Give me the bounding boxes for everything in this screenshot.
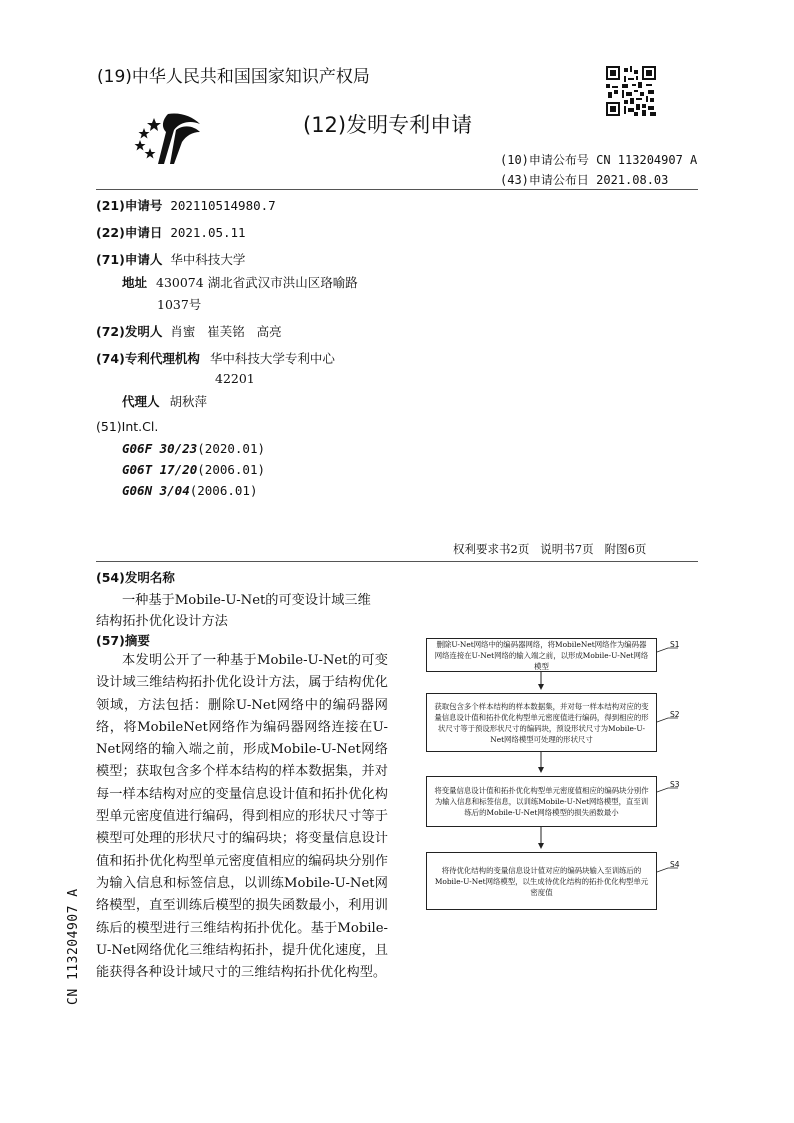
flowchart	[420, 632, 700, 922]
page-counts: 权利要求书2页 说明书7页 附图6页	[453, 542, 647, 556]
flow-step-label: S4	[670, 860, 680, 869]
title-label: (54)发明名称	[96, 570, 175, 585]
application-date-row	[96, 223, 246, 241]
publication-number: (10)申请公布号 CN 113204907 A	[500, 153, 698, 167]
publication-date: (43)申请公布日 2021.08.03	[500, 173, 669, 187]
patent-office-name: (19)中华人民共和国国家知识产权局	[97, 67, 370, 87]
agent-row	[122, 392, 207, 410]
flow-step-label: S3	[670, 780, 680, 789]
ipc-version: (2006.01)	[189, 483, 258, 498]
address-line-1: 430074 湖北省武汉市洪山区珞喻路	[156, 275, 358, 290]
address-row	[122, 273, 358, 291]
qr-code[interactable]	[606, 66, 656, 116]
inventors-label: (72)发明人	[96, 324, 163, 339]
address-line-2: 1037号	[157, 297, 202, 312]
agency-code: 42201	[215, 371, 255, 386]
address-label: 地址	[122, 275, 148, 290]
pages-divider	[96, 561, 698, 562]
ipc-code: G06N 3/04	[122, 483, 190, 498]
application-number: 202110514980.7	[170, 198, 276, 213]
applicant-name: 华中科技大学	[170, 252, 246, 267]
flow-step-s3: 将变量信息设计值和拓扑优化构型单元密度值相应的编码块分别作为输入信息和标签信息，以训练Mobile-U-Net网络模型，直至训练后的Mobile-U-Net网络模型的损失函数最小	[426, 776, 657, 827]
flow-step-s4: 将待优化结构的变量信息设计值对应的编码块输入至训练后的Mobile-U-Net网络模型，以生成待优化结构的拓扑优化构型单元密度值	[426, 852, 657, 910]
agent-label: 代理人	[122, 394, 160, 409]
abstract-text: 本发明公开了一种基于Mobile-U-Net的可变设计域三维结构拓扑优化设计方法，属于结构优化领域，方法包括：删除U-Net网络中的编码器网络，将MobileNet网络作为编码器网络连接在U-Net网络的输入端之前，形成Mobile-U-Net网络模型；获取包含多个样本结构的样本数据集，并对每一样本结构对应的变量信息设计值和拓扑优化构型单元密度值进行编码，得到相应的形状尺寸等于模型可处理的形状尺寸的编码块；将变量信息设计值和拓扑优化构型单元密度值相应的编码块分别作为输入信息和标签信息，以训练Mobile-U-Net网络模型，直至训练后模型的损失函数最小，利用训练后的模型进行三维结构拓扑优化。基于Mobile-U-Net网络优化三维结构拓扑，提升优化速度，且能获得各种设计域尺寸的三维结构拓扑优化构型。	[96, 653, 388, 981]
ipc-entry	[122, 441, 265, 456]
ipc-version: (2006.01)	[197, 462, 265, 477]
agency-label: (74)专利代理机构	[96, 351, 200, 366]
inventors: 肖蜜 崔芙铭 高亮	[170, 324, 282, 339]
invention-title-line-1: 一种基于Mobile-U-Net的可变设计域三维	[122, 593, 371, 608]
application-date: 2021.05.11	[170, 225, 246, 240]
cnipa-logo	[130, 110, 210, 166]
inventors-row	[96, 322, 282, 340]
flow-step-s2: 获取包含多个样本结构的样本数据集，并对每一样本结构对应的变量信息设计值和拓扑优化构型单元密度值进行编码，得到相应的形状尺寸等于预设形状尺寸的编码块，预设形状尺寸为Mobile-U-Net网络模型可处理的形状尺寸	[426, 693, 657, 752]
agent-name: 胡秋萍	[169, 394, 208, 409]
ipc-code: G06F 30/23	[122, 441, 198, 456]
agency-name: 华中科技大学专利中心	[209, 351, 335, 366]
invention-title-line-2: 结构拓扑优化设计方法	[96, 614, 228, 629]
flow-step-s1: 删除U-Net网络中的编码器网络，将MobileNet网络作为编码器网络连接在U-Net网络的输入端之前，以形成Mobile-U-Net网络模型	[426, 638, 657, 672]
ipc-code: G06T 17/20	[122, 462, 198, 477]
applicant-row	[96, 250, 245, 268]
document-type-title: (12)发明专利申请	[303, 113, 473, 137]
application-number-label: (21)申请号	[96, 198, 163, 213]
application-date-label: (22)申请日	[96, 225, 163, 240]
flow-step-label: S2	[670, 710, 680, 719]
ipc-entry	[122, 483, 257, 498]
application-number-row	[96, 196, 276, 214]
ipc-version: (2020.01)	[197, 441, 265, 456]
flow-step-label: S1	[670, 640, 680, 649]
agency-row	[96, 349, 335, 367]
applicant-label: (71)申请人	[96, 252, 163, 267]
int-cl-label: (51)Int.Cl.	[96, 419, 159, 434]
header-divider	[96, 189, 698, 190]
abstract-label: (57)摘要	[96, 633, 150, 648]
ipc-entry	[122, 462, 265, 477]
side-publication-code: CN 113204907 A	[66, 888, 81, 1005]
